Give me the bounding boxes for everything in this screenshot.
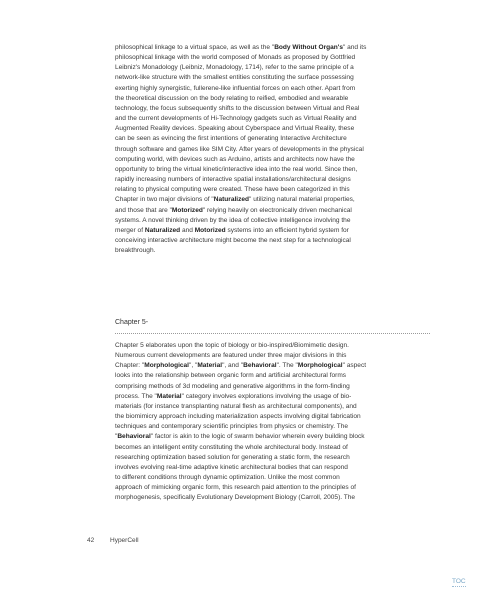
bold-term: Naturalized xyxy=(144,226,181,234)
paragraph-intro: philosophical linkage to a virtual space, as well as the "Body Without Organ's" and its philosophical linkage with the world composed of Monads as proposed by Gottfried Leibniz's Monadology (Leibniz, Monadology, 1714), refer to the same principle of a network-like structure with the smallest entities constituting the surface possessing exerting highly synergistic, fullerene-like influential forces on each other. Apart from the theoretical discussion on the body relating to reified, embodied and wearable technology, the focus subsequently shifts to the discussion between Virtual and Real and the current developments of Hi-Technology gadgets such as Virtual Reality and Augmented Reality devices. Speaking about Cyberspace and Virtual Reality, these can be seen as evincing the first intentions of generating Interactive Architecture through software and games like SIM City. After years of developments in the physical computing world, with devices such as Arduino, artists and architects now have the opportunity to bring the virtual kinetic/interactive idea into the real world. Since then, rapidly increasing numbers of interactive spatial installations/architectural designs relating to physical computing were created. These have been categorized in this Chapter in two major divisions of "Naturalized" utilizing natural material properties, and those that are "Motorized" relying heavily on electronically driven mechanical systems. A novel thinking driven by the idea of collective intelligence involving the merger of Naturalized and Motorized systems into an efficient hybrid system for conceiving interactive architecture might become the next step for a technological breakthrough. xyxy=(115,44,367,255)
bold-term: Body Without Organ's xyxy=(274,44,343,51)
bold-term: Motorized xyxy=(194,226,226,234)
bold-term: Behavioral xyxy=(117,433,151,441)
page-number: 42 xyxy=(87,537,95,544)
bold-term: Naturalized xyxy=(213,196,250,204)
paragraph-chapter-5: Chapter 5 elaborates upon the topic of biology or bio-inspired/Biomimetic design. Numerous current developments are featured under three major divisions in this Chapter: "Morphological", "Material", and "Behavioral". The "Morphological" aspect looks into the relationship between organic form and artificial architectural forms comprising methods of 3d modeling and generative algorithms in the form-finding process. The "Material" category involves explorations involving the usage of bio- materials (for instance transplanting natural flesh as architectural components), and the biomimicry approach including materialization aspects involving digital fabrication techniques and contemporary scientific principles from physics or chemistry. The "Behavioral" factor is akin to the logic of swarm behavior wherein every building block becomes an intelligent entity constituting the whole architectural body. Instead of researching optimization based solution for generating a static form, the research involves evolving real-time adaptive kinetic architectural bodies that can respond to different conditions through dynamic optimization. Unlike the most common approach of mimicking organic form, this research paid attention to the principles of morphogenesis, specifically Evolutionary Development Biology (Carroll, 2005). The xyxy=(115,342,367,502)
bold-term: Behavioral xyxy=(243,362,277,370)
chapter-heading: Chapter 5- xyxy=(115,319,149,326)
bold-term: Morphological xyxy=(144,362,190,370)
bold-term: Material xyxy=(197,362,223,370)
bold-term: Material xyxy=(156,392,182,400)
dotted-divider xyxy=(115,333,430,334)
toc-link[interactable]: TOC xyxy=(452,578,466,585)
bold-term: Motorized xyxy=(171,206,203,214)
bold-term: Morphological xyxy=(297,362,343,370)
running-title: HyperCell xyxy=(110,537,139,544)
